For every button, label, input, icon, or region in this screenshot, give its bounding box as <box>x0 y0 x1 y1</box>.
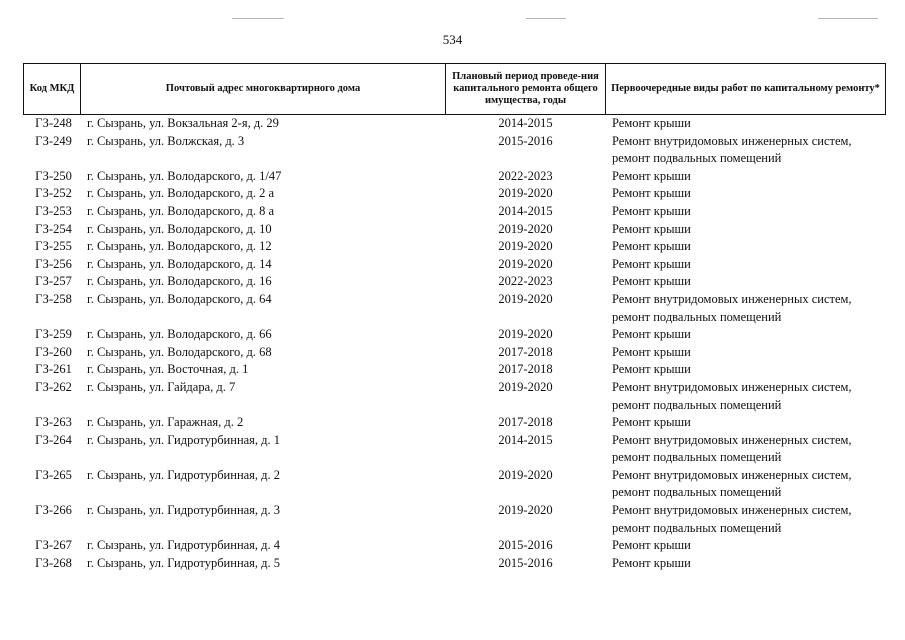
row-address: г. Сызрань, ул. Володарского, д. 2 а <box>87 186 275 201</box>
table-row <box>24 344 886 362</box>
row-period: 2015-2016 <box>498 555 553 570</box>
scan-mark <box>526 18 566 19</box>
row-address: г. Сызрань, ул. Володарского, д. 68 <box>87 344 272 359</box>
row-works: Ремонт крыши <box>612 186 691 201</box>
row-works: Ремонт крыши <box>612 538 691 553</box>
table-row <box>24 238 886 256</box>
header-period: Плановый период проведе-ния капитального ремонта общего имущества, годы <box>446 64 606 115</box>
row-works: Ремонт внутридомовых инженерных систем, ремонт подвальных помещений <box>612 133 852 166</box>
table-row <box>24 537 886 555</box>
header-address: Почтовый адрес многоквартирного дома <box>81 64 446 115</box>
row-period: 2019-2020 <box>498 256 553 271</box>
table-row <box>24 326 886 344</box>
row-address: г. Сызрань, ул. Володарского, д. 8 а <box>87 203 275 218</box>
row-code: ГЗ-252 <box>35 186 72 201</box>
row-period: 2014-2015 <box>498 116 553 130</box>
table-row <box>24 291 886 326</box>
row-period: 2019-2020 <box>498 186 553 201</box>
row-address: г. Сызрань, ул. Гидротурбинная, д. 3 <box>87 503 281 518</box>
row-works: Ремонт крыши <box>612 203 691 218</box>
table-row <box>24 221 886 239</box>
row-address: г. Сызрань, ул. Володарского, д. 12 <box>87 239 272 254</box>
row-works: Ремонт крыши <box>612 221 691 236</box>
scan-mark <box>232 18 284 19</box>
row-period: 2017-2018 <box>498 362 553 377</box>
table-row <box>24 361 886 379</box>
row-period: 2019-2020 <box>498 291 553 306</box>
row-period: 2022-2023 <box>498 168 553 183</box>
row-works: Ремонт внутридомовых инженерных систем, ремонт подвальных помещений <box>612 432 852 465</box>
row-period: 2015-2016 <box>498 538 553 553</box>
row-code: ГЗ-262 <box>35 379 72 394</box>
row-period: 2015-2016 <box>498 133 553 148</box>
row-code: ГЗ-248 <box>35 116 72 130</box>
row-period: 2019-2020 <box>498 379 553 394</box>
row-code: ГЗ-255 <box>35 239 72 254</box>
table-body <box>24 115 886 573</box>
table-row <box>24 432 886 467</box>
row-works: Ремонт крыши <box>612 168 691 183</box>
table-row <box>24 168 886 186</box>
row-period: 2019-2020 <box>498 239 553 254</box>
row-address: г. Сызрань, ул. Володарского, д. 10 <box>87 221 272 236</box>
row-address: г. Сызрань, ул. Гайдара, д. 7 <box>87 379 236 394</box>
row-works: Ремонт крыши <box>612 415 691 430</box>
row-period: 2019-2020 <box>498 327 553 342</box>
row-address: г. Сызрань, ул. Володарского, д. 16 <box>87 274 272 289</box>
row-address: г. Сызрань, ул. Гидротурбинная, д. 1 <box>87 432 281 447</box>
row-code: ГЗ-249 <box>35 133 72 148</box>
page-number: 534 <box>442 32 463 47</box>
table-row <box>24 185 886 203</box>
row-code: ГЗ-254 <box>35 221 72 236</box>
row-code: ГЗ-257 <box>35 274 72 289</box>
row-address: г. Сызрань, ул. Гаражная, д. 2 <box>87 415 244 430</box>
row-address: г. Сызрань, ул. Гидротурбинная, д. 4 <box>87 538 281 553</box>
row-address: г. Сызрань, ул. Волжская, д. 3 <box>87 133 245 148</box>
row-code: ГЗ-260 <box>35 344 72 359</box>
table-row <box>24 502 886 537</box>
row-works: Ремонт внутридомовых инженерных систем, ремонт подвальных помещений <box>612 467 852 500</box>
row-period: 2014-2015 <box>498 203 553 218</box>
table-row <box>24 203 886 221</box>
scan-mark <box>818 18 878 19</box>
row-works: Ремонт крыши <box>612 344 691 359</box>
row-works: Ремонт крыши <box>612 362 691 377</box>
row-code: ГЗ-265 <box>35 467 72 482</box>
row-code: ГЗ-267 <box>35 538 72 553</box>
header-code: Код МКД <box>24 64 81 115</box>
row-works: Ремонт крыши <box>612 116 691 130</box>
row-address: г. Сызрань, ул. Володарского, д. 14 <box>87 256 272 271</box>
table-row <box>24 379 886 414</box>
row-code: ГЗ-261 <box>35 362 72 377</box>
row-code: ГЗ-264 <box>35 432 72 447</box>
row-code: ГЗ-259 <box>35 327 72 342</box>
row-code: ГЗ-258 <box>35 291 72 306</box>
row-period: 2019-2020 <box>498 221 553 236</box>
row-works: Ремонт внутридомовых инженерных систем, ремонт подвальных помещений <box>612 291 852 324</box>
row-works: Ремонт крыши <box>612 274 691 289</box>
table-row <box>24 133 886 168</box>
table-row <box>24 467 886 502</box>
table-row <box>24 115 886 133</box>
row-period: 2014-2015 <box>498 432 553 447</box>
capital-repair-table <box>23 63 886 572</box>
row-address: г. Сызрань, ул. Восточная, д. 1 <box>87 362 249 377</box>
table-row <box>24 414 886 432</box>
table-row <box>24 555 886 573</box>
row-works: Ремонт крыши <box>612 239 691 254</box>
row-code: ГЗ-268 <box>35 555 72 570</box>
table-row <box>24 273 886 291</box>
row-code: ГЗ-263 <box>35 415 72 430</box>
row-period: 2019-2020 <box>498 503 553 518</box>
table-header <box>24 64 886 115</box>
row-period: 2017-2018 <box>498 344 553 359</box>
row-address: г. Сызрань, ул. Гидротурбинная, д. 2 <box>87 467 281 482</box>
row-address: г. Сызрань, ул. Володарского, д. 66 <box>87 327 272 342</box>
row-code: ГЗ-256 <box>35 256 72 271</box>
row-period: 2017-2018 <box>498 415 553 430</box>
row-period: 2019-2020 <box>498 467 553 482</box>
row-code: ГЗ-266 <box>35 503 72 518</box>
row-address: г. Сызрань, ул. Вокзальная 2-я, д. 29 <box>87 116 279 130</box>
row-period: 2022-2023 <box>498 274 553 289</box>
row-address: г. Сызрань, ул. Володарского, д. 64 <box>87 291 272 306</box>
row-works: Ремонт крыши <box>612 555 691 570</box>
header-works: Первоочередные виды работ по капитальному ремонту* <box>606 64 886 115</box>
row-address: г. Сызрань, ул. Володарского, д. 1/47 <box>87 168 282 183</box>
row-code: ГЗ-253 <box>35 203 72 218</box>
table-row <box>24 256 886 274</box>
row-address: г. Сызрань, ул. Гидротурбинная, д. 5 <box>87 555 281 570</box>
row-works: Ремонт внутридомовых инженерных систем, ремонт подвальных помещений <box>612 503 852 535</box>
row-code: ГЗ-250 <box>35 168 72 183</box>
document-table-container <box>23 63 885 572</box>
row-works: Ремонт крыши <box>612 327 691 342</box>
row-works: Ремонт внутридомовых инженерных систем, ремонт подвальных помещений <box>612 379 852 412</box>
row-works: Ремонт крыши <box>612 256 691 271</box>
